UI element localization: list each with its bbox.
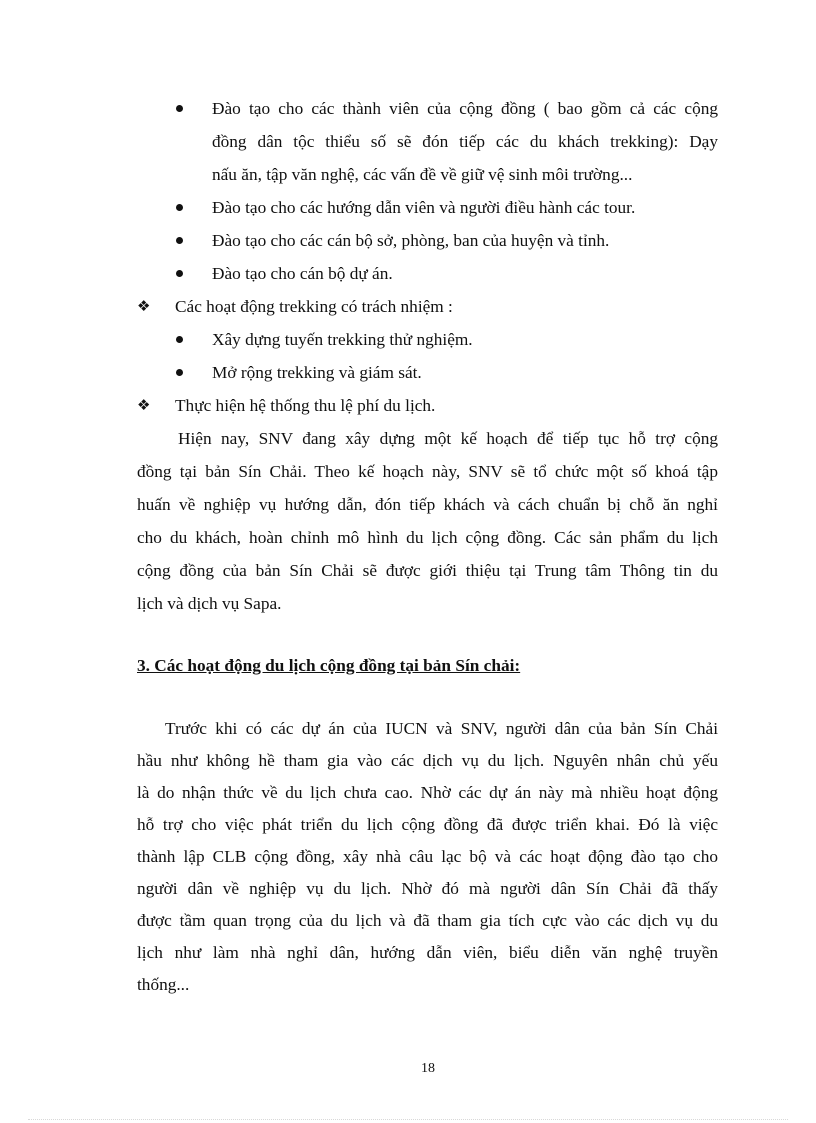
bullet-dot-icon <box>176 270 183 277</box>
bullet-line: Đào tạo cho các hướng dẫn viên và người điều hành các tour. <box>212 198 636 217</box>
paragraph-line: huấn về nghiệp vụ hướng dẫn, đón tiếp khách và cách chuẩn bị chỗ ăn nghỉ <box>137 495 718 514</box>
bullet-line: Mở rộng trekking và giám sát. <box>212 363 422 382</box>
paragraph-line: cộng đồng của bản Sín Chải sẽ được giới thiệu tại Trung tâm Thông tin du <box>137 561 718 580</box>
section-heading: 3. Các hoạt động du lịch cộng đồng tại bản Sín chải: <box>137 656 521 675</box>
bullet-line: Đào tạo cho các thành viên của cộng đồng ( bao gồm cả các cộng <box>212 99 718 118</box>
paragraph-line: thành lập CLB cộng đồng, xây nhà câu lạc bộ và các hoạt động đào tạo cho <box>137 847 718 866</box>
paragraph-line: hỗ trợ cho việc phát triển du lịch cộng đồng đã được triển khai. Đó là việc <box>137 815 718 834</box>
section-title-fee: Thực hiện hệ thống thu lệ phí du lịch. <box>175 396 436 415</box>
bullet-line: Đào tạo cho cán bộ dự án. <box>212 264 393 283</box>
bullet-dot-icon <box>176 204 183 211</box>
paragraph-line: cho du khách, hoàn chỉnh mô hình du lịch cộng đồng. Các sản phẩm du lịch <box>137 528 718 547</box>
paragraph-line: người dân về nghiệp vụ du lịch. Nhờ đó mà người dân Sín Chải đã thấy <box>137 879 718 898</box>
diamond-bullet-icon: ❖ <box>137 297 151 315</box>
paragraph-line: lịch như làm nhà nghỉ dân, hướng dẫn viên, biểu diễn văn nghệ truyền <box>137 943 718 962</box>
bullet-dot-icon <box>176 237 183 244</box>
bullet-line: đồng dân tộc thiểu số sẽ đón tiếp các du khách trekking): Dạy <box>212 132 718 151</box>
paragraph-line: là do nhận thức về du lịch chưa cao. Nhờ các dự án này mà nhiều hoạt động <box>137 783 718 802</box>
paragraph-line: hầu như không hề tham gia vào các dịch vụ du lịch. Nguyên nhân chủ yếu <box>137 751 718 770</box>
paragraph-line: được tầm quan trọng của du lịch và đã tham gia tích cực vào các dịch vụ du <box>137 911 718 930</box>
bullet-line: Đào tạo cho các cán bộ sở, phòng, ban của huyện và tỉnh. <box>212 231 610 250</box>
page-number: 18 <box>421 1061 435 1076</box>
paragraph-line: đồng tại bản Sín Chải. Theo kế hoạch này, SNV sẽ tổ chức một số khoá tập <box>137 462 718 481</box>
bullet-line: Xây dựng tuyến trekking thử nghiệm. <box>212 330 473 349</box>
bullet-dot-icon <box>176 369 183 376</box>
paragraph-line: thống... <box>137 975 190 994</box>
paragraph-line: Trước khi có các dự án của IUCN và SNV, người dân của bản Sín Chải <box>165 719 718 738</box>
bullet-dot-icon <box>176 336 183 343</box>
paragraph-line: Hiện nay, SNV đang xây dựng một kế hoạch để tiếp tục hỗ trợ cộng <box>178 429 718 448</box>
footer-divider <box>28 1119 788 1120</box>
diamond-bullet-icon: ❖ <box>137 396 151 414</box>
paragraph-line: lịch và dịch vụ Sapa. <box>137 594 282 613</box>
bullet-dot-icon <box>176 105 183 112</box>
bullet-line: nấu ăn, tập văn nghệ, các vấn đề về giữ vệ sinh môi trường... <box>212 165 633 184</box>
section-title-trekking: Các hoạt động trekking có trách nhiệm : <box>175 297 453 316</box>
